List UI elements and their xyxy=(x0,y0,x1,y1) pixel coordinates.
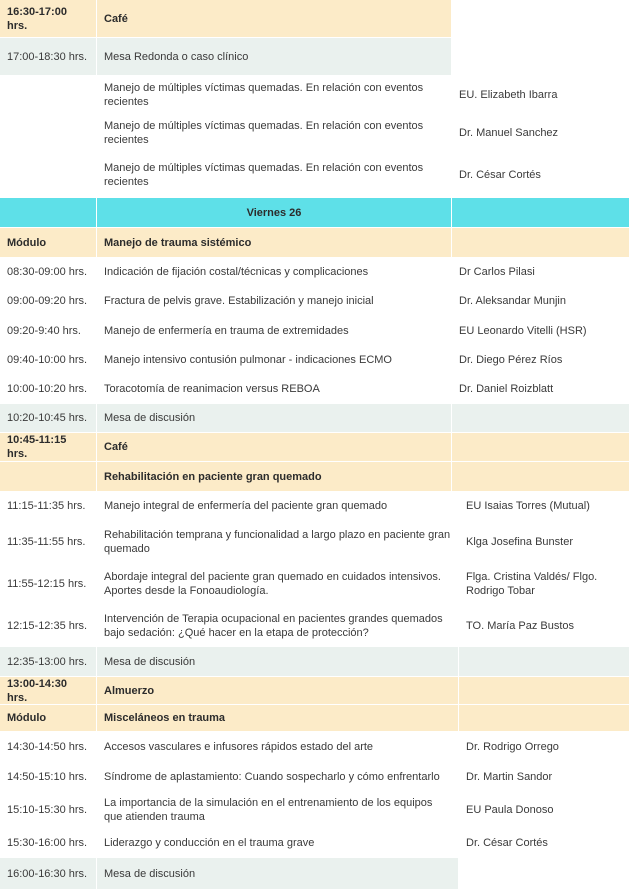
day-title: Viernes 26 xyxy=(246,206,302,219)
topic-label-cell xyxy=(97,828,458,857)
schedule-row xyxy=(0,828,629,857)
break-row xyxy=(0,433,629,461)
topic-label: Indicación de fijación costal/técnicas y complicaciones xyxy=(104,266,369,278)
time-label-cell xyxy=(0,152,96,197)
schedule-row xyxy=(0,152,629,197)
time-label: 10:00-10:20 hrs. xyxy=(7,383,88,395)
topic-label-cell xyxy=(97,152,451,197)
speaker-label-cell xyxy=(452,433,629,461)
speaker-label-cell xyxy=(452,152,629,197)
time-label: 17:00-18:30 hrs. xyxy=(7,50,88,63)
speaker-label: EU Paula Donoso xyxy=(466,804,554,816)
topic-label-cell xyxy=(97,38,451,75)
schedule-row xyxy=(0,375,629,403)
topic-label: Fractura de pelvis grave. Estabilización y manejo inicial xyxy=(104,295,374,307)
topic-label-cell xyxy=(97,521,458,562)
topic-label: Síndrome de aplastamiento: Cuando sospecharlo y cómo enfrentarlo xyxy=(104,771,440,783)
time-label: 09:40-10:00 hrs. xyxy=(7,354,88,366)
topic-label: Manejo de trauma sistémico xyxy=(104,236,252,249)
speaker-label: Dr. César Cortés xyxy=(459,168,541,181)
time-label-cell xyxy=(0,563,96,604)
time-label: 11:35-11:55 hrs. xyxy=(7,535,86,548)
time-label-cell xyxy=(0,647,96,676)
schedule-row xyxy=(0,521,629,562)
speaker-label-cell xyxy=(459,793,629,827)
topic-label-cell xyxy=(97,346,451,374)
time-label: 12:35-13:00 hrs. xyxy=(7,655,88,668)
time-label-cell xyxy=(0,521,96,562)
topic-label-cell xyxy=(97,732,458,761)
topic-label: Misceláneos en trauma xyxy=(104,712,226,724)
topic-label: Rehabilitación temprana y funcionalidad a largo plazo en paciente gran quemado xyxy=(104,528,451,555)
schedule-row xyxy=(0,76,629,113)
topic-label: Liderazgo y conducción en el trauma grave xyxy=(104,836,315,849)
speaker-label-cell xyxy=(452,228,629,257)
speaker-label-cell xyxy=(459,521,629,562)
time-label-cell xyxy=(0,793,96,827)
time-label: 13:00-14:30 hrs. xyxy=(7,677,67,704)
time-label-cell xyxy=(0,762,96,792)
time-label-cell xyxy=(0,462,96,491)
module-row xyxy=(0,705,629,731)
speaker-label-cell xyxy=(452,462,629,491)
schedule-row xyxy=(0,492,629,520)
time-label-cell xyxy=(0,38,96,75)
time-label-cell xyxy=(0,404,96,432)
time-label-cell xyxy=(0,677,96,704)
topic-label-cell xyxy=(97,858,458,889)
topic-label: Manejo de múltiples víctimas quemadas. En relación con eventos recientes xyxy=(104,161,424,188)
speaker-label-cell xyxy=(459,647,629,676)
speaker-label-cell xyxy=(452,287,629,315)
schedule-row xyxy=(0,346,629,374)
time-label: Módulo xyxy=(7,236,47,249)
topic-label-cell xyxy=(97,114,451,151)
time-label: 16:00-16:30 hrs. xyxy=(7,867,88,880)
time-label-cell xyxy=(0,198,96,227)
schedule-row xyxy=(0,762,629,792)
break-row xyxy=(0,0,452,37)
schedule-row xyxy=(0,732,629,761)
time-label: 08:30-09:00 hrs. xyxy=(7,266,88,278)
time-label-cell xyxy=(0,375,96,403)
speaker-label-cell xyxy=(459,828,629,857)
topic-label: Manejo intensivo contusión pulmonar - indicaciones ECMO xyxy=(104,354,392,366)
speaker-label-cell xyxy=(459,492,629,520)
speaker-label: Dr. Diego Pérez Ríos xyxy=(459,354,563,366)
schedule-row xyxy=(0,858,459,889)
day-title-cell xyxy=(97,198,451,227)
schedule-row xyxy=(0,605,629,646)
time-label-cell xyxy=(0,828,96,857)
speaker-label: EU. Elizabeth Ibarra xyxy=(459,88,558,101)
speaker-label-cell xyxy=(452,375,629,403)
topic-label-cell xyxy=(97,316,451,345)
topic-label: Mesa Redonda o caso clínico xyxy=(104,50,249,63)
speaker-label-cell xyxy=(459,563,629,604)
time-label-cell xyxy=(0,287,96,315)
time-label: 14:50-15:10 hrs. xyxy=(7,771,88,783)
topic-label-cell xyxy=(97,433,451,461)
schedule-row xyxy=(0,647,629,676)
topic-label-cell xyxy=(97,677,458,704)
topic-label: Intervención de Terapia ocupacional en pacientes grandes quemados bajo sedación: ¿Qué hacer en la etapa de protección? xyxy=(104,612,443,639)
topic-label-cell xyxy=(97,404,451,432)
time-label: 15:30-16:00 hrs. xyxy=(7,836,88,849)
time-label: Módulo xyxy=(7,712,47,724)
time-label-cell xyxy=(0,0,96,37)
topic-label-cell xyxy=(97,647,458,676)
time-label: 11:55-12:15 hrs. xyxy=(7,577,87,590)
topic-label: Rehabilitación en paciente gran quemado xyxy=(104,470,322,483)
topic-label: Mesa de discusión xyxy=(104,412,196,424)
topic-label: Abordaje integral del paciente gran quemado en cuidados intensivos. Aportes desde la Fonoaudiología. xyxy=(104,570,441,597)
module-row xyxy=(0,462,629,491)
speaker-label-cell xyxy=(452,404,629,432)
topic-label-cell xyxy=(97,0,451,37)
time-label: 10:45-11:15 hrs. xyxy=(7,434,67,460)
speaker-label: Dr. César Cortés xyxy=(466,836,548,849)
time-label: 09:00-09:20 hrs. xyxy=(7,295,88,307)
schedule-row xyxy=(0,287,629,315)
topic-label: Café xyxy=(104,441,128,453)
schedule-row xyxy=(0,563,629,604)
speaker-label-cell xyxy=(452,316,629,345)
speaker-label-cell xyxy=(459,677,629,704)
time-label-cell xyxy=(0,228,96,257)
schedule-row xyxy=(0,258,629,286)
time-label-cell xyxy=(0,492,96,520)
topic-label-cell xyxy=(97,375,451,403)
topic-label-cell xyxy=(97,76,451,113)
time-label: 14:30-14:50 hrs. xyxy=(7,740,88,753)
speaker-label: TO. María Paz Bustos xyxy=(466,619,575,632)
topic-label: Manejo de múltiples víctimas quemadas. En relación con eventos recientes xyxy=(104,81,424,108)
speaker-label: Klga Josefina Bunster xyxy=(466,535,574,548)
time-label-cell xyxy=(0,258,96,286)
time-label: 09:20-9:40 hrs. xyxy=(7,324,81,337)
speaker-label-cell xyxy=(452,198,629,227)
speaker-label: Flga. Cristina Valdés/ Flgo. Rodrigo Tobar xyxy=(466,570,598,597)
topic-label-cell xyxy=(97,258,451,286)
speaker-label-cell xyxy=(459,605,629,646)
time-label: 16:30-17:00 hrs. xyxy=(7,5,67,32)
module-row xyxy=(0,228,629,257)
time-label-cell xyxy=(0,732,96,761)
speaker-label-cell xyxy=(452,346,629,374)
time-label-cell xyxy=(0,705,96,731)
time-label: 15:10-15:30 hrs. xyxy=(7,804,88,816)
topic-label: Mesa de discusión xyxy=(104,867,196,880)
schedule-row xyxy=(0,793,629,827)
schedule-row xyxy=(0,114,629,151)
topic-label: Almuerzo xyxy=(104,684,155,697)
time-label-cell xyxy=(0,858,96,889)
speaker-label: Dr. Daniel Roizblatt xyxy=(459,383,554,395)
topic-label-cell xyxy=(97,563,458,604)
topic-label-cell xyxy=(97,705,458,731)
topic-label: Café xyxy=(104,12,128,25)
schedule-row xyxy=(0,316,629,345)
topic-label: La importancia de la simulación en el entrenamiento de los equipos que atienden trauma xyxy=(104,797,433,823)
speaker-label: EU Isaias Torres (Mutual) xyxy=(466,500,590,512)
topic-label: Manejo integral de enfermería del paciente gran quemado xyxy=(104,500,388,512)
topic-label: Toracotomía de reanimacion versus REBOA xyxy=(104,383,320,395)
topic-label-cell xyxy=(97,793,458,827)
day-header-row xyxy=(0,198,629,227)
time-label-cell xyxy=(0,114,96,151)
time-label-cell xyxy=(0,316,96,345)
topic-label: Mesa de discusión xyxy=(104,655,196,668)
topic-label-cell xyxy=(97,287,451,315)
break-row xyxy=(0,677,629,704)
time-label-cell xyxy=(0,346,96,374)
time-label: 12:15-12:35 hrs. xyxy=(7,619,88,632)
speaker-label: Dr. Rodrigo Orrego xyxy=(466,740,559,753)
speaker-label-cell xyxy=(459,732,629,761)
topic-label: Manejo de enfermería en trauma de extremidades xyxy=(104,324,349,337)
speaker-label-cell xyxy=(459,705,629,731)
speaker-label-cell xyxy=(459,762,629,792)
speaker-label-cell xyxy=(452,258,629,286)
topic-label-cell xyxy=(97,762,458,792)
time-label: 11:15-11:35 hrs. xyxy=(7,500,86,512)
topic-label-cell xyxy=(97,605,458,646)
speaker-label-cell xyxy=(452,76,629,113)
topic-label: Manejo de múltiples víctimas quemadas. En relación con eventos recientes xyxy=(104,119,424,146)
speaker-label: Dr Carlos Pilasi xyxy=(459,266,535,278)
time-label: 10:20-10:45 hrs. xyxy=(7,412,88,424)
time-label-cell xyxy=(0,605,96,646)
topic-label: Accesos vasculares e infusores rápidos estado del arte xyxy=(104,740,374,753)
speaker-label-cell xyxy=(452,114,629,151)
time-label-cell xyxy=(0,76,96,113)
time-label-cell xyxy=(0,433,96,461)
schedule-row xyxy=(0,404,629,432)
topic-label-cell xyxy=(97,228,451,257)
speaker-label: Dr. Martin Sandor xyxy=(466,771,553,783)
schedule-row xyxy=(0,38,452,75)
speaker-label: EU Leonardo Vitelli (HSR) xyxy=(459,324,587,337)
speaker-label: Dr. Manuel Sanchez xyxy=(459,126,559,139)
topic-label-cell xyxy=(97,462,451,491)
speaker-label: Dr. Aleksandar Munjin xyxy=(459,295,566,307)
topic-label-cell xyxy=(97,492,458,520)
